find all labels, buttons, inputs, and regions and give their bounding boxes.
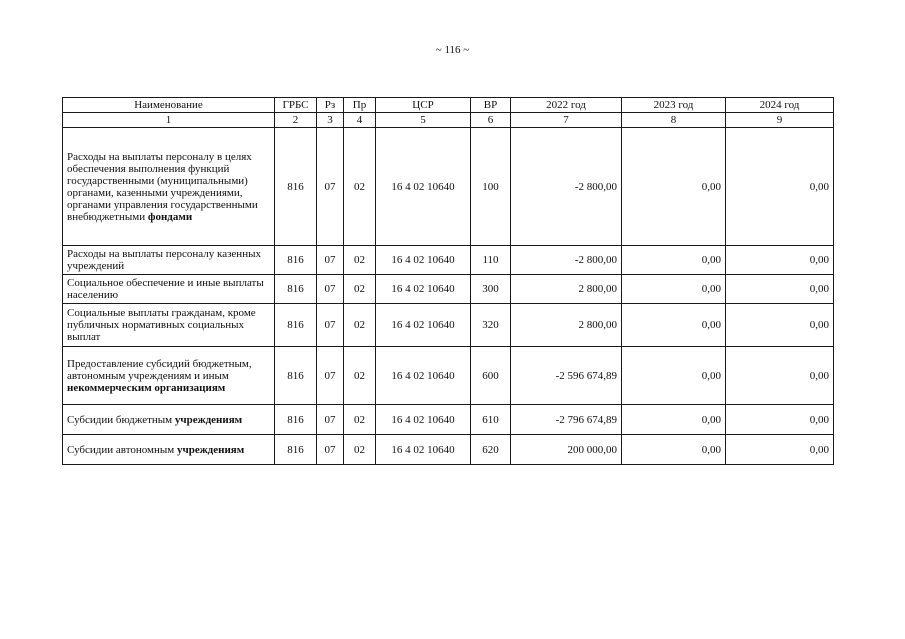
row-2024: 0,00 xyxy=(726,246,834,275)
table-row xyxy=(63,435,834,465)
page-number: ~ 116 ~ xyxy=(435,44,470,56)
row-2024: 0,00 xyxy=(726,304,834,347)
row-name-text: Субсидии бюджетным xyxy=(67,413,173,426)
row-name xyxy=(63,405,275,435)
budget-table xyxy=(62,97,834,465)
row-grbs: 816 xyxy=(275,128,317,246)
row-vr: 300 xyxy=(471,275,511,304)
row-pr: 02 xyxy=(344,304,376,347)
row-name-text: Социальное обеспечение и иные выплаты населению xyxy=(67,277,264,301)
row-2022: 2 800,00 xyxy=(511,304,622,347)
table-row xyxy=(63,347,834,405)
row-vr: 600 xyxy=(471,347,511,405)
column-index: 5 xyxy=(376,113,471,128)
table-row xyxy=(63,304,834,347)
row-2024: 0,00 xyxy=(726,128,834,246)
column-index: 1 xyxy=(63,113,275,128)
header-vr: ВР xyxy=(471,98,511,113)
column-index-row xyxy=(63,113,834,128)
column-index: 7 xyxy=(511,113,622,128)
row-vr: 100 xyxy=(471,128,511,246)
row-name-tail: фондами xyxy=(147,210,193,223)
column-index: 3 xyxy=(317,113,344,128)
row-pr: 02 xyxy=(344,405,376,435)
row-name xyxy=(63,347,275,405)
row-grbs: 816 xyxy=(275,405,317,435)
row-grbs: 816 xyxy=(275,347,317,405)
column-index: 2 xyxy=(275,113,317,128)
row-pr: 02 xyxy=(344,435,376,465)
row-2023: 0,00 xyxy=(622,405,726,435)
row-csr: 16 4 02 10640 xyxy=(376,275,471,304)
row-rz: 07 xyxy=(317,275,344,304)
table-row xyxy=(63,246,834,275)
row-2024: 0,00 xyxy=(726,347,834,405)
row-name-text: Расходы на выплаты персоналу казенных учреждений xyxy=(67,248,261,272)
row-rz: 07 xyxy=(317,128,344,246)
row-vr: 610 xyxy=(471,405,511,435)
row-csr: 16 4 02 10640 xyxy=(376,405,471,435)
row-rz: 07 xyxy=(317,246,344,275)
row-name-tail: некоммерческим организациям xyxy=(67,381,226,394)
row-name-text: Социальные выплаты гражданам, кроме публичных нормативных социальных выплат xyxy=(67,307,256,343)
table-row xyxy=(63,275,834,304)
column-index: 9 xyxy=(726,113,834,128)
row-2022: 200 000,00 xyxy=(511,435,622,465)
row-2024: 0,00 xyxy=(726,275,834,304)
row-name-text: Субсидии автономным xyxy=(67,443,175,456)
row-grbs: 816 xyxy=(275,304,317,347)
row-2024: 0,00 xyxy=(726,405,834,435)
header-2024: 2024 год xyxy=(726,98,834,113)
row-name xyxy=(63,435,275,465)
row-2023: 0,00 xyxy=(622,304,726,347)
row-2023: 0,00 xyxy=(622,435,726,465)
table-row xyxy=(63,128,834,246)
row-pr: 02 xyxy=(344,275,376,304)
row-2022: 2 800,00 xyxy=(511,275,622,304)
row-2022: -2 800,00 xyxy=(511,128,622,246)
header-pr: Пр xyxy=(344,98,376,113)
row-grbs: 816 xyxy=(275,246,317,275)
row-2022: -2 596 674,89 xyxy=(511,347,622,405)
header-2023: 2023 год xyxy=(622,98,726,113)
row-pr: 02 xyxy=(344,246,376,275)
row-2023: 0,00 xyxy=(622,246,726,275)
column-index: 4 xyxy=(344,113,376,128)
row-name xyxy=(63,128,275,246)
row-csr: 16 4 02 10640 xyxy=(376,304,471,347)
header-csr: ЦСР xyxy=(376,98,471,113)
row-name-tail: учреждениям xyxy=(177,443,245,456)
row-2024: 0,00 xyxy=(726,435,834,465)
row-pr: 02 xyxy=(344,347,376,405)
row-name xyxy=(63,275,275,304)
header-row xyxy=(63,98,834,113)
header-2022: 2022 год xyxy=(511,98,622,113)
row-csr: 16 4 02 10640 xyxy=(376,246,471,275)
row-grbs: 816 xyxy=(275,435,317,465)
row-2023: 0,00 xyxy=(622,128,726,246)
row-2023: 0,00 xyxy=(622,347,726,405)
header-name: Наименование xyxy=(63,98,275,113)
row-vr: 620 xyxy=(471,435,511,465)
row-csr: 16 4 02 10640 xyxy=(376,435,471,465)
row-2022: -2 796 674,89 xyxy=(511,405,622,435)
row-name-text: Предоставление субсидий бюджетным, автономным учреждениям и иным xyxy=(67,357,252,382)
row-2023: 0,00 xyxy=(622,275,726,304)
row-name xyxy=(63,304,275,347)
row-name-tail: учреждениям xyxy=(174,413,243,426)
row-name-text: Расходы на выплаты персоналу в целях обеспечения выполнения функций государственными (муниципальными) органами, казенными учреждениями, органами управления государственными внебюджетными xyxy=(67,150,258,223)
row-name xyxy=(63,246,275,275)
column-index: 6 xyxy=(471,113,511,128)
header-grbs: ГРБС xyxy=(275,98,317,113)
row-rz: 07 xyxy=(317,304,344,347)
table-body xyxy=(63,128,834,465)
row-csr: 16 4 02 10640 xyxy=(376,128,471,246)
row-vr: 110 xyxy=(471,246,511,275)
header-rz: Рз xyxy=(317,98,344,113)
row-rz: 07 xyxy=(317,405,344,435)
row-rz: 07 xyxy=(317,435,344,465)
row-vr: 320 xyxy=(471,304,511,347)
row-csr: 16 4 02 10640 xyxy=(376,347,471,405)
column-index: 8 xyxy=(622,113,726,128)
row-rz: 07 xyxy=(317,347,344,405)
row-2022: -2 800,00 xyxy=(511,246,622,275)
table-row xyxy=(63,405,834,435)
row-pr: 02 xyxy=(344,128,376,246)
row-grbs: 816 xyxy=(275,275,317,304)
table-header xyxy=(63,98,834,128)
